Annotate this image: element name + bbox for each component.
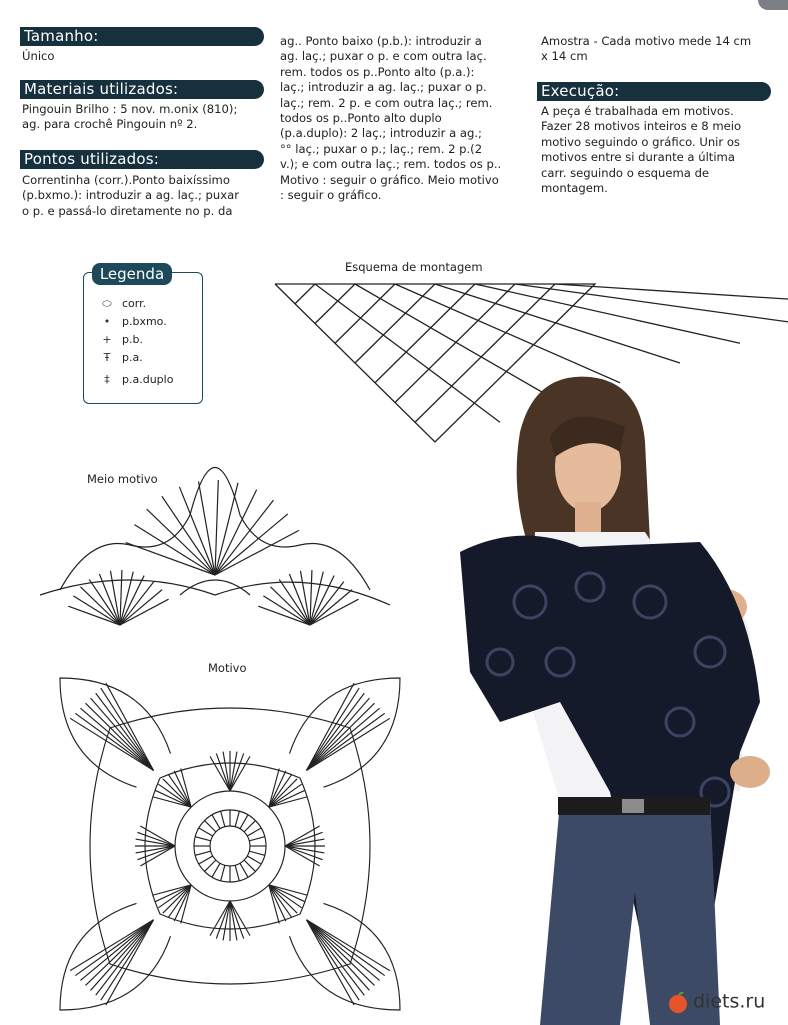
amostra-text: Amostra - Cada motivo mede 14 cm x 14 cm bbox=[541, 34, 752, 64]
meio-motivo-caption: Meio motivo bbox=[87, 472, 158, 486]
brand-text: diets.ru bbox=[693, 990, 766, 1013]
chain-stitch-icon: ⬭ bbox=[102, 297, 112, 310]
brand-watermark bbox=[666, 990, 765, 1014]
legend-item-paduplo bbox=[98, 373, 173, 386]
esquema-caption: Esquema de montagem bbox=[345, 260, 483, 274]
legend-item-pa bbox=[98, 351, 143, 364]
legend-label: corr. bbox=[122, 297, 147, 310]
double-crochet-icon: Ŧ bbox=[103, 351, 111, 364]
pontos-continued-text: ag.. Ponto baixo (p.b.): introduzir a ag. laç.; puxar o p. e com outra laç. rem. todos os p..Ponto alto (p.a.): laç.; introduzir a ag. laç.; puxar o p. laç.; rem. 2 p. e com outra laç.; rem. todos os p..Ponto alto duplo (p.a.duplo): 2 laç.; introduzir a ag.; °° laç.; puxar o p.; laç.; rem. 2 p.(2 v.); e com outra laç.; rem. todos os p.. Motivo : seguir o gráfico. Meio motivo : seguir o gráfico. bbox=[280, 34, 502, 203]
pontos-text: Correntinha (corr.).Ponto baixíssimo (p.bxmo.): introduzir a ag. laç.; puxar o p. e passá-lo diretamente no p. da bbox=[22, 173, 239, 218]
legend-label: p.bxmo. bbox=[122, 315, 167, 328]
model-photo bbox=[440, 372, 780, 1025]
legend-box bbox=[83, 265, 203, 404]
materiais-heading: Materiais utilizados: bbox=[20, 80, 264, 99]
legend-title: Legenda bbox=[92, 263, 172, 285]
execucao-text: A peça é trabalhada em motivos. Fazer 28 motivos inteiros e 8 meio motivo seguindo o gráfico. Unir os motivos entre si durante a última carr. seguindo o esquema de montagem. bbox=[541, 104, 742, 196]
legend-item-corr bbox=[98, 297, 146, 311]
legend-item-pb bbox=[98, 333, 143, 346]
motivo-caption: Motivo bbox=[208, 661, 247, 675]
half-motif-chart bbox=[30, 415, 400, 615]
treble-crochet-icon: ‡ bbox=[104, 373, 110, 386]
legend-item-pbxmo bbox=[98, 315, 167, 328]
materiais-text: Pingouin Brilho : 5 nov. m.onix (810); ag. para crochê Pingouin nº 2. bbox=[22, 102, 238, 132]
slip-stitch-icon: • bbox=[103, 315, 111, 328]
legend-label: p.b. bbox=[122, 333, 143, 346]
legend-label: p.a. bbox=[122, 351, 143, 364]
pontos-heading: Pontos utilizados: bbox=[20, 150, 264, 169]
tamanho-text: Único bbox=[22, 49, 55, 63]
legend-label: p.a.duplo bbox=[122, 373, 174, 386]
motif-chart bbox=[50, 668, 410, 1020]
tamanho-heading: Tamanho: bbox=[20, 27, 264, 46]
apple-logo-icon bbox=[666, 990, 690, 1014]
execucao-heading: Execução: bbox=[537, 82, 771, 101]
page-corner bbox=[758, 0, 788, 10]
single-crochet-icon: + bbox=[102, 333, 112, 346]
